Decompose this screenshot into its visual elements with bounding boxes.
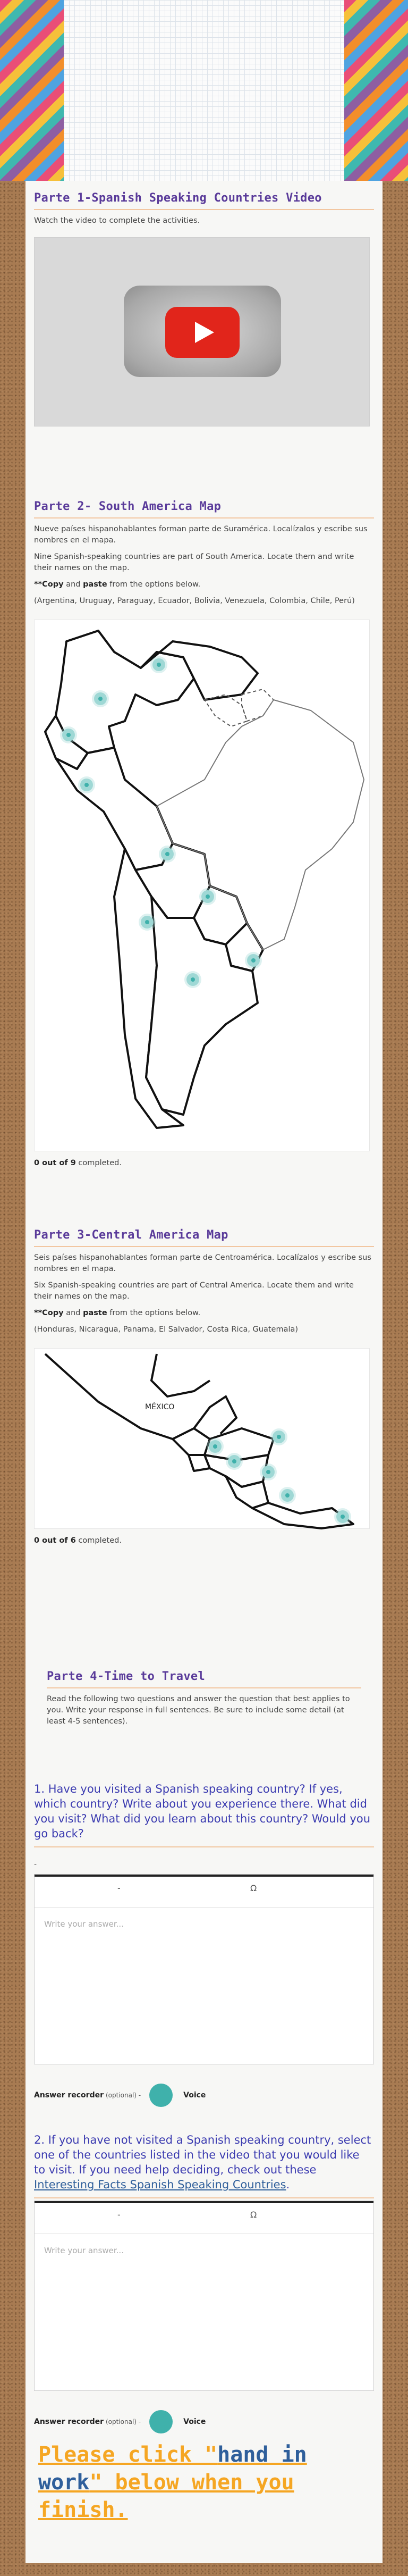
answer-editor-1[interactable] (34, 1874, 374, 2064)
finish-notice (38, 2441, 357, 2524)
voice-record-button[interactable] (149, 2084, 173, 2107)
worksheet-page (26, 181, 382, 2563)
instruction-spanish: Nueve países hispanohablantes forman parte de Suramérica. Localízalos y escribe sus nombres en el mapa. (34, 525, 368, 545)
south-america-outline (35, 620, 370, 1152)
map-hotspot[interactable] (186, 973, 199, 986)
south-america-map (34, 620, 370, 1151)
map-hotspot[interactable] (94, 692, 107, 705)
recorder-label: Answer recorder (34, 2091, 104, 2100)
map-progress: 0 out of 6 completed. (34, 1536, 122, 1545)
video-player[interactable] (34, 237, 370, 426)
map-hotspot[interactable] (262, 1466, 275, 1478)
finish-message: Please click "hand in work" below when you finish. (38, 2443, 307, 2522)
answer-textarea[interactable]: Write your answer... (44, 2246, 124, 2255)
special-char-button[interactable]: Ω (250, 2210, 257, 2220)
map-hotspot[interactable] (62, 729, 75, 741)
question-2-block (34, 2132, 374, 2433)
instruction-english: Nine Spanish-speaking countries are part of South America. Locate them and write their names on the map. (34, 553, 354, 572)
answer-recorder (34, 2084, 374, 2107)
answer-textarea[interactable]: Write your answer... (44, 1919, 124, 1929)
editor-toolbar (35, 2201, 373, 2234)
format-button[interactable]: - (117, 2210, 121, 2220)
copy-paste-note: **Copy and paste from the options below. (34, 580, 201, 589)
copy-paste-note: **Copy and paste from the options below. (34, 1309, 201, 1317)
section-instruction: Watch the video to complete the activities. (34, 216, 200, 225)
map-hotspot[interactable] (281, 1489, 294, 1502)
country-options: (Argentina, Uruguay, Paraguay, Ecuador, Bolivia, Venezuela, Colombia, Chile, Perú) (34, 597, 355, 605)
question-divider (34, 1846, 374, 1847)
map-hotspot[interactable] (228, 1455, 241, 1468)
map-hotspot[interactable] (152, 658, 165, 671)
decorative-stripes-left (0, 0, 64, 181)
map-hotspot[interactable] (247, 954, 260, 967)
answer-recorder (34, 2410, 374, 2433)
instruction-spanish: Seis países hispanohablantes forman parte de Centroamérica. Localízalos y escribe sus nombres en el mapa. (34, 1253, 371, 1273)
recorder-optional: (optional) - (105, 2092, 141, 2099)
header-grid-paper (64, 0, 344, 181)
central-america-outline (35, 1349, 370, 1529)
voice-label: Voice (183, 2418, 206, 2426)
section-instruction: Read the following two questions and answer the question that best applies to you. Write your response in full sentences. Be sure to include some detail (at least 4-5 sentences). (47, 1695, 350, 1726)
map-hotspot[interactable] (336, 1510, 349, 1523)
map-hotspot[interactable] (273, 1431, 285, 1443)
decorative-stripes-right (344, 0, 408, 181)
question-2-text: 2. If you have not visited a Spanish speaking country, select one of the countries listed in the video that you would like to visit. If you need help deciding, check out these Interesting Facts Spanish Speaking Countries. (34, 2134, 371, 2191)
question-divider (34, 2197, 374, 2198)
section-time-to-travel (47, 1670, 361, 1727)
section-title: Parte 4-Time to Travel (47, 1670, 361, 1688)
format-button[interactable]: - (117, 1883, 121, 1893)
hand-in-work-highlight: hand in work (38, 2443, 307, 2495)
answer-editor-2[interactable] (34, 2201, 374, 2391)
play-button-icon[interactable] (165, 307, 240, 358)
section-title: Parte 2- South America Map (34, 500, 374, 518)
interesting-facts-link[interactable]: Interesting Facts Spanish Speaking Countries (34, 2178, 286, 2191)
section-video (34, 191, 374, 426)
map-hotspot[interactable] (209, 1440, 222, 1453)
special-char-button[interactable]: Ω (250, 1883, 257, 1893)
voice-record-button[interactable] (149, 2410, 173, 2433)
map-hotspot[interactable] (80, 779, 93, 791)
question-separator: - (34, 1860, 37, 1869)
country-options: (Honduras, Nicaragua, Panama, El Salvador, Costa Rica, Guatemala) (34, 1325, 299, 1334)
map-hotspot[interactable] (201, 890, 214, 903)
mexico-label: MÉXICO (145, 1403, 175, 1411)
central-america-map (34, 1348, 370, 1529)
section-south-america (34, 500, 374, 1167)
map-hotspot[interactable] (161, 848, 174, 860)
voice-label: Voice (183, 2091, 206, 2100)
map-hotspot[interactable] (141, 916, 154, 929)
recorder-label: Answer recorder (34, 2418, 104, 2426)
recorder-optional: (optional) - (105, 2418, 141, 2426)
map-progress: 0 out of 9 completed. (34, 1159, 122, 1167)
question-1-text: 1. Have you visited a Spanish speaking country? If yes, which country? Write about you experience there. What did you visit? What did you learn about this country? Would you go back? (34, 1783, 371, 1840)
editor-toolbar (35, 1875, 373, 1908)
section-central-america (34, 1228, 374, 1545)
question-1-block (34, 1782, 374, 2107)
instruction-english: Six Spanish-speaking countries are part of Central America. Locate them and write their names on the map. (34, 1281, 354, 1301)
section-title: Parte 1-Spanish Speaking Countries Video (34, 191, 374, 210)
section-title: Parte 3-Central America Map (34, 1228, 374, 1247)
